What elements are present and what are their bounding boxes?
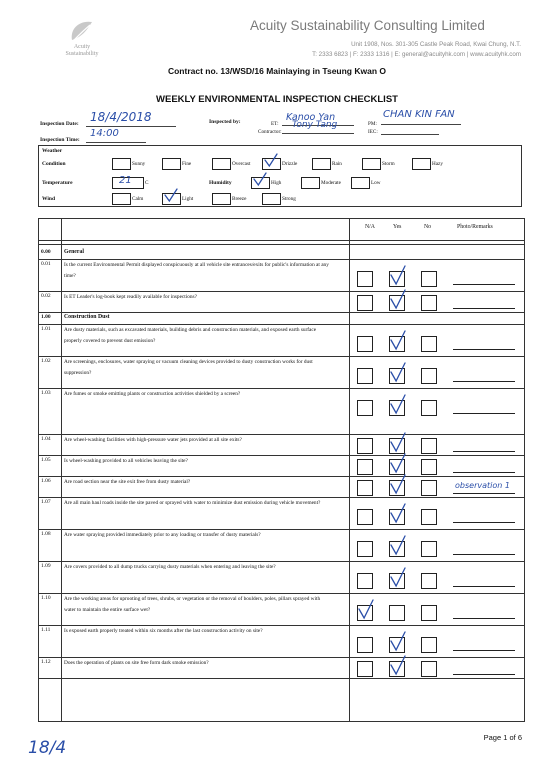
col-yes: Yes <box>393 224 402 230</box>
checkbox-na[interactable] <box>357 573 373 589</box>
item-question: Are fumes or smoke emitting plants or construction activities shielded by a screen? <box>64 391 241 397</box>
item-question: Is the current Environmental Permit displayed conspicuously at all vehicle site entrances/exits for public's information at any time? <box>64 262 329 279</box>
item-number: 1.02 <box>41 358 51 364</box>
item-number: 0.00 <box>41 249 51 255</box>
remarks-field[interactable] <box>453 308 515 309</box>
item-number: 1.00 <box>41 314 51 320</box>
col-na: N/A <box>365 224 375 230</box>
item-number: 1.05 <box>41 457 51 463</box>
humidity-option-label: High <box>271 180 282 186</box>
col-no: No <box>424 224 432 230</box>
logo-text: Acuity Sustainability <box>65 44 99 57</box>
wind-check-mark <box>164 188 178 202</box>
checkbox-na[interactable] <box>357 480 373 496</box>
wind-option-label: Breeze <box>232 196 247 202</box>
checkbox-na[interactable] <box>357 295 373 311</box>
check-mark <box>390 631 406 651</box>
contact-line: T: 2333 6823 | F: 2333 1316 | E: general@acuityhk.com | www.acuityhk.com <box>312 51 521 58</box>
check-mark <box>390 567 406 587</box>
time-field[interactable] <box>86 128 146 143</box>
weather-section <box>38 145 522 207</box>
condition-option-label: Fine <box>182 161 192 167</box>
condition-option-label: Rain <box>332 161 342 167</box>
pm-label: PM: <box>368 121 377 127</box>
check-mark <box>390 503 406 523</box>
condition-option-label: Storm <box>382 161 395 167</box>
wind-option-label: Calm <box>132 196 144 202</box>
weather-title: Weather <box>42 148 63 154</box>
checkbox-no[interactable] <box>421 605 437 621</box>
item-number: 1.12 <box>41 659 51 665</box>
condition-option-label: Hazy <box>432 161 443 167</box>
condition-checkbox-storm[interactable] <box>362 158 381 170</box>
condition-option-label: Sunny <box>132 161 146 167</box>
pm-value: CHAN KIN FAN <box>383 109 455 120</box>
contractor-label: Contractor: <box>258 129 282 135</box>
condition-checkbox-rain[interactable] <box>312 158 331 170</box>
remarks-field[interactable] <box>453 674 515 675</box>
remarks-field[interactable] <box>453 522 515 523</box>
address-line: Unit 1908, Nos. 301-305 Castle Peak Road, Kwai Chung, N.T. <box>351 41 521 48</box>
check-mark <box>390 474 406 494</box>
wind-option-label: Light <box>182 196 194 202</box>
remarks-field[interactable] <box>453 451 515 452</box>
checkbox-na[interactable] <box>357 400 373 416</box>
checkbox-no[interactable] <box>421 459 437 475</box>
remarks-field[interactable] <box>453 650 515 651</box>
condition-checkbox-fine[interactable] <box>162 158 181 170</box>
section-title: Construction Dust <box>64 314 110 320</box>
checkbox-no[interactable] <box>421 637 437 653</box>
initial-mark: 18/4 <box>28 738 67 758</box>
temperature-field[interactable] <box>112 177 144 189</box>
date-label: Inspection Date: <box>40 121 79 127</box>
contractor-field[interactable] <box>282 121 354 134</box>
item-question: Are wheel-washing facilities with high-pressure water jets provided at all site exits? <box>64 437 242 443</box>
col-remarks: Photo/Remarks <box>457 224 493 230</box>
wind-checkbox-calm[interactable] <box>112 193 131 205</box>
item-number: 1.10 <box>41 595 51 601</box>
item-question: Is ET Leader's log-book kept readily available for inspections? <box>64 294 197 300</box>
check-mark <box>390 265 406 285</box>
page-number: Page 1 of 6 <box>483 733 522 742</box>
remarks-field[interactable] <box>453 618 515 619</box>
company-logo <box>64 18 100 44</box>
row-divider <box>39 678 524 679</box>
item-question: Does the operation of plants on site free form dark smoke emission? <box>64 660 209 666</box>
humidity-option-label: Moderate <box>321 180 341 186</box>
page-title: WEEKLY ENVIRONMENTAL INSPECTION CHECKLIST <box>156 94 398 105</box>
item-number: 1.11 <box>41 627 51 633</box>
item-question: Are all main haul roads inside the site paved or sprayed with water to minimize dust emission during vehicle movement? <box>64 500 321 506</box>
wind-checkbox-breeze[interactable] <box>212 193 231 205</box>
checkbox-no[interactable] <box>421 271 437 287</box>
iec-field[interactable] <box>381 124 439 135</box>
condition-option-label: Drizzle <box>282 161 298 167</box>
remarks-field[interactable] <box>453 472 515 473</box>
item-number: 1.03 <box>41 390 51 396</box>
checkbox-no[interactable] <box>421 295 437 311</box>
remarks-field[interactable] <box>453 554 515 555</box>
checkbox-na[interactable] <box>357 541 373 557</box>
item-number: 0.01 <box>41 261 51 267</box>
check-mark <box>358 599 374 619</box>
temperature-label: Temperature <box>42 180 73 186</box>
check-mark <box>390 432 406 452</box>
check-mark <box>390 394 406 414</box>
company-address <box>205 40 521 60</box>
remarks-field[interactable] <box>453 284 515 285</box>
checkbox-no[interactable] <box>421 400 437 416</box>
check-mark <box>390 362 406 382</box>
checkbox-no[interactable] <box>421 336 437 352</box>
item-question: Is exposed earth properly treated within six months after the last construction activity on site? <box>64 628 263 634</box>
item-number: 1.06 <box>41 478 51 484</box>
check-mark <box>390 655 406 675</box>
humidity-checkbox-low[interactable] <box>351 177 370 189</box>
item-question: Are road section near the site exit free from dusty material? <box>64 479 191 485</box>
item-question: Are covers provided to all dump trucks carrying dusty materials when entering and leaving the site? <box>64 564 276 570</box>
et-value: Kanoo Yan <box>286 112 336 123</box>
check-mark <box>390 453 406 473</box>
humidity-check-mark <box>253 172 267 186</box>
checkbox-yes[interactable] <box>389 605 405 621</box>
temperature-value: 21 <box>119 175 132 186</box>
item-number: 1.08 <box>41 531 51 537</box>
wind-label: Wind <box>42 196 56 202</box>
pm-field[interactable] <box>381 110 461 125</box>
company-name: Acuity Sustainability Consulting Limited <box>250 18 485 33</box>
date-value: 18/4/2018 <box>90 110 152 124</box>
section-title: General <box>64 249 84 255</box>
checklist-table <box>38 218 525 722</box>
item-number: 1.07 <box>41 499 51 505</box>
humidity-label: Humidity <box>209 180 232 186</box>
checkbox-na[interactable] <box>357 271 373 287</box>
time-label: Inspection Time: <box>40 137 80 143</box>
remarks-field[interactable] <box>453 586 515 587</box>
iec-label: IEC: <box>368 129 378 135</box>
condition-checkbox-overcast[interactable] <box>212 158 231 170</box>
item-number: 1.04 <box>41 436 51 442</box>
et-label: ET: <box>271 121 279 127</box>
remarks-field[interactable] <box>453 349 515 350</box>
checkbox-na[interactable] <box>357 661 373 677</box>
checkbox-na[interactable] <box>357 336 373 352</box>
checkbox-na[interactable] <box>357 637 373 653</box>
checkbox-no[interactable] <box>421 368 437 384</box>
wind-option-label: Strong <box>282 196 296 202</box>
condition-check-mark <box>264 153 278 167</box>
check-mark <box>390 330 406 350</box>
item-number: 1.09 <box>41 563 51 569</box>
humidity-option-label: Low <box>371 180 381 186</box>
item-number: 0.02 <box>41 293 51 299</box>
check-mark <box>390 535 406 555</box>
condition-option-label: Overcast <box>232 161 251 167</box>
humidity-checkbox-moderate[interactable] <box>301 177 320 189</box>
remarks-field[interactable] <box>453 381 515 382</box>
checkbox-na[interactable] <box>357 438 373 454</box>
condition-checkbox-sunny[interactable] <box>112 158 131 170</box>
item-question: Is wheel-washing provided to all vehicles leaving the site? <box>64 458 188 464</box>
item-question: Are dusty materials, such as excavated materials, building debris and construction materials, and exposed earth surface properly covered to prevent dust emission? <box>64 327 317 344</box>
temperature-unit: C <box>145 180 149 186</box>
checkbox-na[interactable] <box>357 509 373 525</box>
condition-checkbox-hazy[interactable] <box>412 158 431 170</box>
remarks-field[interactable] <box>453 413 515 414</box>
checkbox-no[interactable] <box>421 438 437 454</box>
date-field[interactable] <box>86 112 176 127</box>
checkbox-na[interactable] <box>357 368 373 384</box>
checkbox-no[interactable] <box>421 509 437 525</box>
row-divider <box>39 312 524 313</box>
condition-label: Condition <box>42 161 66 167</box>
checkbox-na[interactable] <box>357 459 373 475</box>
checkbox-no[interactable] <box>421 573 437 589</box>
inspected-by-label: Inspected by: <box>209 119 241 125</box>
checkbox-no[interactable] <box>421 541 437 557</box>
contractor-value: Tony Tang <box>292 120 338 130</box>
item-number: 1.01 <box>41 326 51 332</box>
remarks-field[interactable] <box>453 493 515 494</box>
check-mark <box>390 289 406 309</box>
remark-text: observation 1 <box>455 481 510 490</box>
checkbox-no[interactable] <box>421 480 437 496</box>
item-question: Are water spraying provided immediately prior to any loading or transfer of dusty materials? <box>64 532 261 538</box>
item-question: Are the working areas for uprooting of trees, shrubs, or vegetation or the removal of boulders, poles, pillars sprayed with water to maintain the entire surface wet? <box>64 596 321 613</box>
contract-number: Contract no. 13/WSD/16 Mainlaying in Tseung Kwan O <box>167 66 387 76</box>
checkbox-no[interactable] <box>421 661 437 677</box>
item-question: Are screenings, enclosures, water spraying or vacuum cleaning devices provided to dusty construction works for dust suppression? <box>64 359 313 376</box>
wind-checkbox-strong[interactable] <box>262 193 281 205</box>
time-value: 14:00 <box>90 128 119 139</box>
